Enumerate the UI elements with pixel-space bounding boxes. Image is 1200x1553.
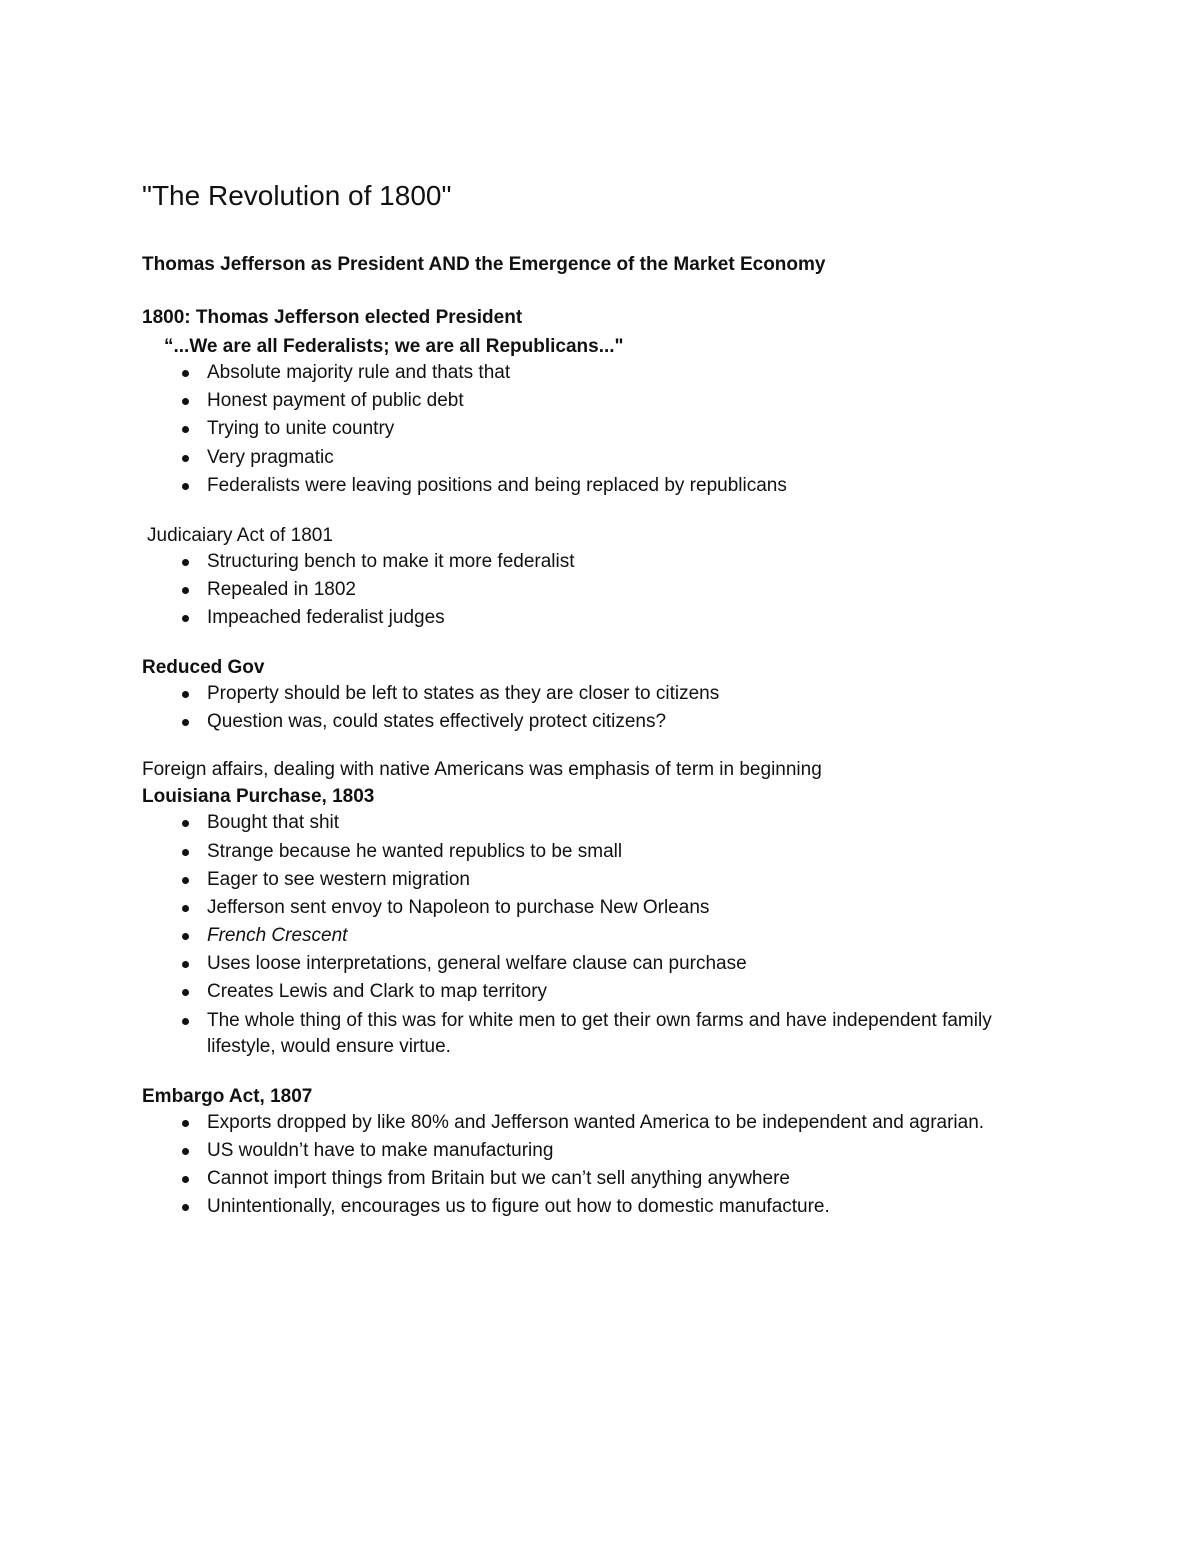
list-item-text: Property should be left to states as they are closer to citizens xyxy=(207,683,720,705)
bullet-icon xyxy=(182,483,189,490)
list-item-text: Federalists were leaving positions and being replaced by republicans xyxy=(207,474,787,496)
section-heading-judiciary: Judicaiary Act of 1801 xyxy=(147,524,333,546)
list-item-text: Bought that shit xyxy=(207,812,340,834)
bullet-icon xyxy=(182,559,189,566)
section-heading-embargo: Embargo Act, 1807 xyxy=(142,1085,313,1107)
list-judiciary xyxy=(142,549,1042,631)
list-item xyxy=(142,709,1042,735)
list-item xyxy=(142,810,1042,836)
bullet-icon xyxy=(182,820,189,827)
bullet-icon xyxy=(182,426,189,433)
list-item xyxy=(142,1110,1042,1136)
bullet-icon xyxy=(182,849,189,856)
bullet-icon xyxy=(182,933,189,940)
list-item xyxy=(142,951,1042,977)
list-item xyxy=(142,549,1042,575)
list-item xyxy=(142,923,1042,949)
bullet-icon xyxy=(182,615,189,622)
list-item-text: Absolute majority rule and thats that xyxy=(207,362,511,383)
bullet-icon xyxy=(182,455,189,462)
list-item xyxy=(142,473,1042,499)
list-item-text: Very pragmatic xyxy=(207,446,334,468)
bullet-icon xyxy=(182,1148,189,1155)
section-heading-1800: 1800: Thomas Jefferson elected President xyxy=(142,307,523,328)
list-item-text: Exports dropped by like 80% and Jefferson wanted America to be independent and agrarian. xyxy=(207,1111,985,1133)
bullet-icon xyxy=(182,587,189,594)
list-item xyxy=(142,1138,1042,1164)
document-body xyxy=(142,178,1042,1222)
list-louisiana xyxy=(142,810,1042,1059)
list-item xyxy=(142,1008,1042,1060)
list-item xyxy=(142,416,1042,442)
bullet-icon xyxy=(182,1204,189,1211)
list-item-text: Creates Lewis and Clark to map territory xyxy=(207,981,548,1003)
list-reduced-gov xyxy=(142,681,1042,735)
foreign-affairs-note: Foreign affairs, dealing with native Americans was emphasis of term in beginning xyxy=(142,759,822,781)
list-item-text: Unintentionally, encourages us to figure out how to domestic manufacture. xyxy=(207,1196,830,1218)
bullet-icon xyxy=(182,1018,189,1025)
bullet-icon xyxy=(182,719,189,726)
list-item-text: Uses loose interpretations, general welfare clause can purchase xyxy=(207,953,747,975)
bullet-icon xyxy=(182,370,189,377)
list-item-text: Repealed in 1802 xyxy=(207,578,356,600)
list-item xyxy=(142,388,1042,414)
list-item xyxy=(142,681,1042,707)
bullet-icon xyxy=(182,398,189,405)
list-item xyxy=(142,577,1042,603)
section-heading-reduced-gov: Reduced Gov xyxy=(142,657,265,679)
bullet-icon xyxy=(182,691,189,698)
bullet-icon xyxy=(182,961,189,968)
list-item xyxy=(142,1166,1042,1192)
list-item-text: US wouldn’t have to make manufacturing xyxy=(207,1139,554,1161)
list-item-text: Eager to see western migration xyxy=(207,868,470,890)
list-item-text: Structuring bench to make it more federalist xyxy=(207,550,575,572)
list-item xyxy=(142,895,1042,921)
list-item-text: The whole thing of this was for white men to get their own farms and have independent family lifestyle, would ensure virtue. xyxy=(207,1009,992,1057)
list-item xyxy=(142,360,1042,386)
list-item-text: Jefferson sent envoy to Napoleon to purchase New Orleans xyxy=(207,896,710,918)
list-item xyxy=(142,1194,1042,1220)
document-subtitle: Thomas Jefferson as President AND the Emergence of the Market Economy xyxy=(142,254,826,275)
bullet-icon xyxy=(182,1176,189,1183)
bullet-icon xyxy=(182,1120,189,1127)
list-item xyxy=(142,445,1042,471)
list-item-text: French Crescent xyxy=(207,925,348,947)
list-item xyxy=(142,979,1042,1005)
section-heading-louisiana: Louisiana Purchase, 1803 xyxy=(142,786,375,808)
list-item-text: Impeached federalist judges xyxy=(207,607,445,629)
list-item-text: Strange because he wanted republics to be small xyxy=(207,840,623,862)
inaugural-quote: “...We are all Federalists; we are all Republicans..." xyxy=(164,336,624,357)
list-item-text: Honest payment of public debt xyxy=(207,390,464,412)
list-item xyxy=(142,867,1042,893)
bullet-icon xyxy=(182,989,189,996)
list-1800 xyxy=(142,360,1042,499)
list-embargo xyxy=(142,1110,1042,1221)
list-item xyxy=(142,839,1042,865)
list-item-text: Cannot import things from Britain but we can’t sell anything anywhere xyxy=(207,1168,790,1189)
bullet-icon xyxy=(182,877,189,884)
list-item xyxy=(142,605,1042,631)
list-item-text: Question was, could states effectively protect citizens? xyxy=(207,711,667,733)
bullet-icon xyxy=(182,905,189,912)
list-item-text: Trying to unite country xyxy=(207,418,395,440)
document-title: "The Revolution of 1800" xyxy=(142,180,452,211)
